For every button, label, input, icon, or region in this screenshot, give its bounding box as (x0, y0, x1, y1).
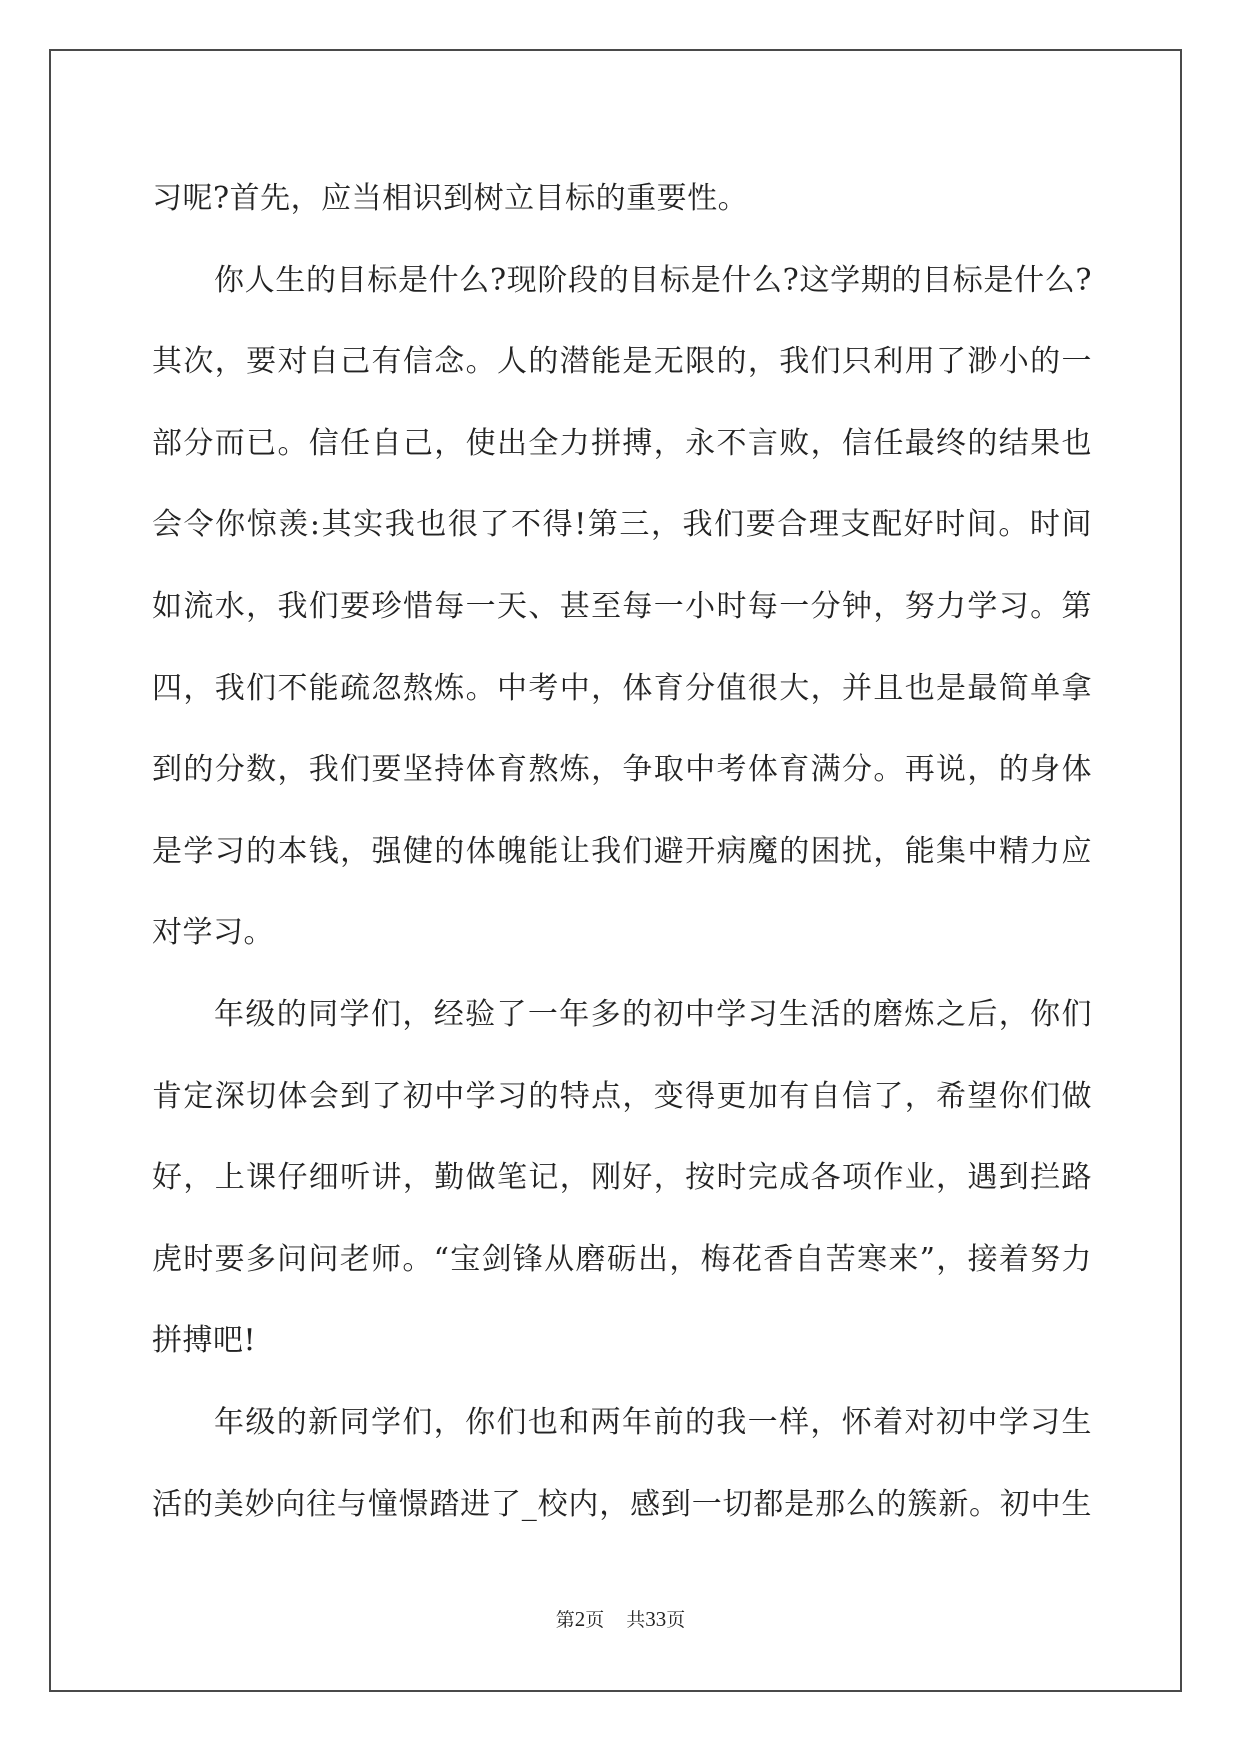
text-line: 其次，要对自己有信念。人的潜能是无限的，我们只利用了渺小的一 (152, 344, 1092, 380)
text-line: 好，上课仔细听讲，勤做笔记，刚好，按时完成各项作业，遇到拦路 (152, 1160, 1092, 1196)
text-line: 如流水，我们要珍惜每一天、甚至每一小时每一分钟，努力学习。第 (152, 588, 1092, 624)
text-line: 拼搏吧! (152, 1323, 257, 1359)
text-line: 虎时要多问问老师。“宝剑锋从磨砺出，梅花香自苦寒来”，接着努力 (152, 1241, 1092, 1277)
text-line: 年级的新同学们，你们也和两年前的我一样，怀着对初中学习生 (214, 1404, 1092, 1440)
page-footer (0, 1605, 1241, 1632)
text-line: 到的分数，我们要坚持体育熬炼，争取中考体育满分。再说，的身体 (152, 752, 1092, 788)
page-label-suffix: 页 (585, 1609, 605, 1631)
current-page-number: 2 (574, 1607, 586, 1631)
text-line: 四，我们不能疏忽熬炼。中考中，体育分值很大，并且也是最简单拿 (152, 670, 1092, 706)
total-pages-number: 33 (645, 1607, 667, 1631)
document-body (152, 158, 1092, 1545)
text-line: 部分而已。信任自己，使出全力拼搏，永不言败，信任最终的结果也 (152, 425, 1092, 461)
text-line: 是学习的本钱，强健的体魄能让我们避开病魔的困扰，能集中精力应 (152, 833, 1092, 869)
total-label-suffix: 页 (666, 1609, 686, 1631)
text-line: 活的美妙向往与憧憬踏进了_校内，感到一切都是那么的簇新。初中生 (152, 1486, 1092, 1522)
text-line: 习呢?首先，应当相识到树立目标的重要性。 (152, 181, 749, 216)
text-line: 年级的同学们，经验了一年多的初中学习生活的磨炼之后，你们 (214, 996, 1092, 1032)
text-line: 你人生的目标是什么?现阶段的目标是什么?这学期的目标是什么? (214, 262, 1092, 298)
text-line: 会令你惊羡:其实我也很了不得!第三，我们要合理支配好时间。时间 (152, 507, 1092, 543)
page-label-prefix: 第 (555, 1609, 575, 1631)
text-line: 对学习。 (152, 915, 274, 951)
total-label-prefix: 共 (626, 1609, 646, 1631)
text-line: 肯定深切体会到了初中学习的特点，变得更加有自信了，希望你们做 (152, 1078, 1092, 1114)
